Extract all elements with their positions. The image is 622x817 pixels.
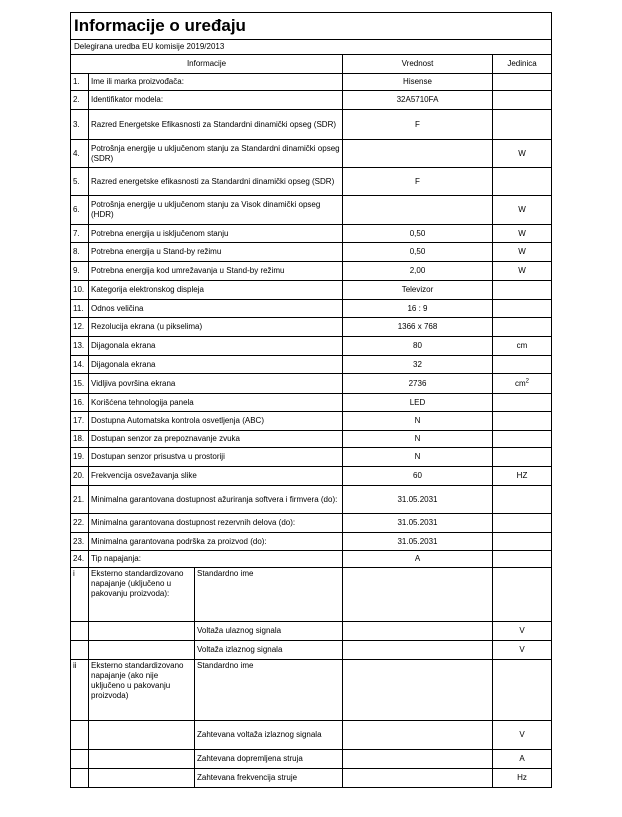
row-unit: [493, 467, 552, 486]
row-number: 11.: [71, 300, 89, 318]
row-number: 19.: [71, 448, 89, 467]
row-unit: [493, 110, 552, 140]
psu-label: Eksterno standardizovano napajanje (ako nije uključeno u pakovanju proizvoda): [89, 660, 195, 721]
row-label: Kategorija elektronskog displeja: [89, 281, 343, 300]
table-row: [71, 533, 552, 551]
psu-number: i: [71, 568, 89, 622]
table-row: [71, 300, 552, 318]
row-unit: [493, 225, 552, 243]
row-value: N: [343, 448, 493, 467]
row-number: 17.: [71, 412, 89, 431]
unit-text: cm: [515, 378, 526, 388]
row-unit: [493, 262, 552, 281]
row-unit: [493, 551, 552, 568]
row-value: 31.05.2031: [343, 533, 493, 551]
row-unit: [493, 337, 552, 356]
table-row: [71, 374, 552, 394]
row-label: Potrebna energija kod umrežavanja u Stand-by režimu: [89, 262, 343, 281]
table-row: [71, 110, 552, 140]
row-value: 32: [343, 356, 493, 374]
psu-sub-unit: [493, 660, 552, 721]
empty-cell: [71, 769, 89, 788]
psu-sub-label: Zahtevana voltaža izlaznog signala: [195, 721, 343, 750]
row-label: Razred energetske efikasnosti za Standardni dinamički opseg (SDR): [89, 168, 343, 196]
header-info: Informacije: [71, 55, 343, 74]
table-row: [71, 568, 552, 622]
unit-text: W: [518, 205, 526, 214]
psu-sub-value: [343, 568, 493, 622]
row-number: 9.: [71, 262, 89, 281]
unit-text: HZ: [516, 471, 528, 480]
unit-text: cm: [516, 341, 528, 350]
row-value: N: [343, 431, 493, 448]
row-label: Minimalna garantovana podrška za proizvod (do):: [89, 533, 343, 551]
row-number: 23.: [71, 533, 89, 551]
empty-cell: [71, 721, 89, 750]
row-value: F: [343, 110, 493, 140]
row-value: 2736: [343, 374, 493, 394]
psu-sub-unit: [493, 568, 552, 622]
row-number: 12.: [71, 318, 89, 337]
row-label: Minimalna garantovana dostupnost ažuriranja softvera i firmvera (do):: [89, 486, 343, 514]
row-number: 7.: [71, 225, 89, 243]
row-label: Ime ili marka proizvođača:: [89, 74, 343, 91]
row-label: Potrošnja energije u uključenom stanju za Standardni dinamički opseg (SDR): [89, 140, 343, 168]
row-number: 18.: [71, 431, 89, 448]
row-label: Potrebna energija u Stand-by režimu: [89, 243, 343, 262]
empty-cell: [71, 622, 89, 641]
row-unit: [493, 486, 552, 514]
row-label: Identifikator modela:: [89, 91, 343, 110]
psu-sub-value: [343, 721, 493, 750]
row-unit: [493, 514, 552, 533]
row-number: 5.: [71, 168, 89, 196]
row-label: Korišćena tehnologija panela: [89, 394, 343, 412]
row-unit: [493, 140, 552, 168]
row-label: Vidljiva površina ekrana: [89, 374, 343, 394]
row-number: 13.: [71, 337, 89, 356]
row-unit: [493, 91, 552, 110]
product-info-table: [70, 12, 552, 788]
row-label: Dijagonala ekrana: [89, 337, 343, 356]
row-unit: [493, 448, 552, 467]
header-unit: Jedinica: [493, 55, 552, 74]
table-row: [71, 91, 552, 110]
row-unit: [493, 356, 552, 374]
psu-sub-value: [343, 769, 493, 788]
row-value: Hisense: [343, 74, 493, 91]
psu-sub-label: Voltaža ulaznog signala: [195, 622, 343, 641]
empty-cell: [71, 750, 89, 769]
regulation-subtitle: Delegirana uredba EU komisije 2019/2013: [71, 40, 552, 55]
table-row: [71, 467, 552, 486]
psu-sub-label: Zahtevana frekvencija struje: [195, 769, 343, 788]
row-number: 8.: [71, 243, 89, 262]
row-number: 2.: [71, 91, 89, 110]
row-number: 6.: [71, 196, 89, 225]
unit-text: W: [518, 148, 526, 158]
row-number: 22.: [71, 514, 89, 533]
table-row: [71, 168, 552, 196]
psu-sub-unit: A: [493, 750, 552, 769]
row-number: 21.: [71, 486, 89, 514]
table-row: [71, 551, 552, 568]
row-value: 32A5710FA: [343, 91, 493, 110]
row-value: 16 : 9: [343, 300, 493, 318]
row-label: Dostupan senzor prisustva u prostoriji: [89, 448, 343, 467]
psu-label: Eksterno standardizovano napajanje (uključeno u pakovanju proizvoda):: [89, 568, 195, 622]
row-label: Potrebna energija u isključenom stanju: [89, 225, 343, 243]
psu-sub-label: Standardno ime: [195, 568, 343, 622]
table-row: [71, 281, 552, 300]
empty-cell: [89, 622, 195, 641]
row-value: [343, 140, 493, 168]
row-unit: [493, 243, 552, 262]
row-number: 4.: [71, 140, 89, 168]
row-number: 1.: [71, 74, 89, 91]
row-value: 1366 x 768: [343, 318, 493, 337]
table-row: [71, 337, 552, 356]
row-number: 16.: [71, 394, 89, 412]
table-row: [71, 486, 552, 514]
page-title: Informacije o uređaju: [71, 13, 552, 40]
row-unit: [493, 533, 552, 551]
row-value: 0,50: [343, 225, 493, 243]
psu-sub-value: [343, 641, 493, 660]
row-value: LED: [343, 394, 493, 412]
unit-text: W: [518, 266, 526, 275]
table-row: [71, 243, 552, 262]
table-row: [71, 196, 552, 225]
row-value: 80: [343, 337, 493, 356]
empty-cell: [89, 641, 195, 660]
row-unit: [493, 196, 552, 225]
row-unit: [493, 281, 552, 300]
row-number: 3.: [71, 110, 89, 140]
empty-cell: [89, 769, 195, 788]
row-value: 60: [343, 467, 493, 486]
table-row: [71, 412, 552, 431]
empty-cell: [89, 721, 195, 750]
table-row: [71, 622, 552, 641]
row-unit: [493, 168, 552, 196]
empty-cell: [89, 750, 195, 769]
psu-sub-unit: V: [493, 641, 552, 660]
unit-text: W: [518, 228, 526, 238]
row-number: 20.: [71, 467, 89, 486]
row-unit: [493, 412, 552, 431]
table-row: [71, 660, 552, 721]
table-row: [71, 750, 552, 769]
table-row: [71, 356, 552, 374]
table-row: [71, 74, 552, 91]
unit-text: W: [518, 247, 526, 256]
table-row: [71, 721, 552, 750]
row-unit: [493, 318, 552, 337]
empty-cell: [71, 641, 89, 660]
psu-sub-value: [343, 660, 493, 721]
row-label: Dostupna Automatska kontrola osvetljenja (ABC): [89, 412, 343, 431]
psu-sub-value: [343, 622, 493, 641]
table-row: [71, 225, 552, 243]
row-value: Televizor: [343, 281, 493, 300]
row-value: A: [343, 551, 493, 568]
psu-sub-value: [343, 750, 493, 769]
row-label: Dijagonala ekrana: [89, 356, 343, 374]
row-label: Potrošnja energije u uključenom stanju za Visok dinamički opseg (HDR): [89, 196, 343, 225]
table-row: [71, 448, 552, 467]
psu-sub-label: Voltaža izlaznog signala: [195, 641, 343, 660]
psu-sub-unit: Hz: [493, 769, 552, 788]
psu-sub-label: Zahtevana dopremljena struja: [195, 750, 343, 769]
psu-sub-unit: V: [493, 721, 552, 750]
row-label: Dostupan senzor za prepoznavanje zvuka: [89, 431, 343, 448]
table-row: [71, 769, 552, 788]
row-unit: [493, 394, 552, 412]
row-label: Minimalna garantovana dostupnost rezervnih delova (do):: [89, 514, 343, 533]
row-unit: [493, 431, 552, 448]
psu-sub-label: Standardno ime: [195, 660, 343, 721]
table-row: [71, 394, 552, 412]
row-number: 14.: [71, 356, 89, 374]
table-row: [71, 431, 552, 448]
row-label: Razred Energetske Efikasnosti za Standardni dinamički opseg (SDR): [89, 110, 343, 140]
row-label: Rezolucija ekrana (u pikselima): [89, 318, 343, 337]
row-number: 10.: [71, 281, 89, 300]
row-value: N: [343, 412, 493, 431]
row-value: [343, 196, 493, 225]
unit-superscript: 2: [525, 377, 530, 384]
row-value: 31.05.2031: [343, 486, 493, 514]
row-label: Tip napajanja:: [89, 551, 343, 568]
row-value: F: [343, 168, 493, 196]
psu-sub-unit: V: [493, 622, 552, 641]
row-label: Odnos veličina: [89, 300, 343, 318]
table-row: [71, 514, 552, 533]
table-row: [71, 318, 552, 337]
row-value: 31.05.2031: [343, 514, 493, 533]
row-value: 2,00: [343, 262, 493, 281]
row-label: Frekvencija osvežavanja slike: [89, 467, 343, 486]
row-number: 15.: [71, 374, 89, 394]
table-row: [71, 262, 552, 281]
row-unit: [493, 300, 552, 318]
row-unit: [493, 74, 552, 91]
row-unit: [493, 374, 552, 394]
header-value: Vrednost: [343, 55, 493, 74]
row-number: 24.: [71, 551, 89, 568]
table-row: [71, 641, 552, 660]
table-row: [71, 140, 552, 168]
psu-number: ii: [71, 660, 89, 721]
row-value: 0,50: [343, 243, 493, 262]
